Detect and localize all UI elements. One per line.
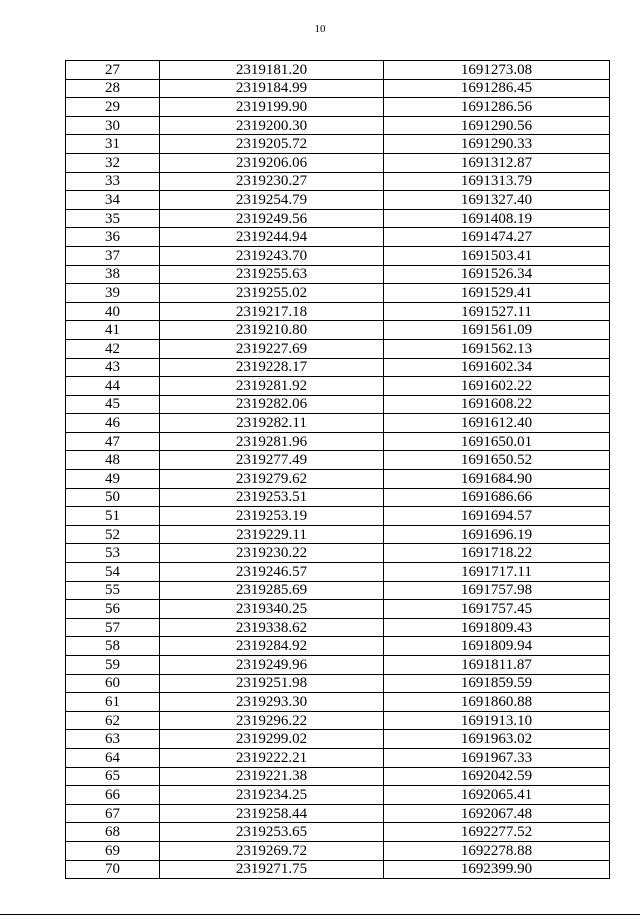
y-coordinate-cell: 1691612.40 bbox=[384, 414, 610, 433]
coordinates-table bbox=[65, 60, 610, 879]
x-coordinate-cell: 2319227.69 bbox=[160, 339, 384, 358]
y-coordinate-cell: 1691602.34 bbox=[384, 358, 610, 377]
point-number-cell: 61 bbox=[66, 693, 160, 712]
table-row bbox=[66, 674, 610, 693]
x-coordinate-cell: 2319249.56 bbox=[160, 209, 384, 228]
point-number-cell: 44 bbox=[66, 377, 160, 396]
table-row bbox=[66, 544, 610, 563]
page-bottom-edge bbox=[0, 914, 640, 915]
y-coordinate-cell: 1691963.02 bbox=[384, 730, 610, 749]
y-coordinate-cell: 1691527.11 bbox=[384, 302, 610, 321]
point-number-cell: 43 bbox=[66, 358, 160, 377]
table-row bbox=[66, 172, 610, 191]
point-number-cell: 35 bbox=[66, 209, 160, 228]
table-row bbox=[66, 563, 610, 582]
x-coordinate-cell: 2319222.21 bbox=[160, 748, 384, 767]
x-coordinate-cell: 2319229.11 bbox=[160, 525, 384, 544]
point-number-cell: 50 bbox=[66, 488, 160, 507]
x-coordinate-cell: 2319200.30 bbox=[160, 116, 384, 135]
x-coordinate-cell: 2319246.57 bbox=[160, 563, 384, 582]
table-row bbox=[66, 153, 610, 172]
table-row bbox=[66, 581, 610, 600]
page-number: 10 bbox=[314, 23, 326, 35]
x-coordinate-cell: 2319279.62 bbox=[160, 470, 384, 489]
table-row bbox=[66, 414, 610, 433]
table-row bbox=[66, 730, 610, 749]
y-coordinate-cell: 1691408.19 bbox=[384, 209, 610, 228]
coordinates-table-body bbox=[66, 61, 610, 879]
x-coordinate-cell: 2319255.63 bbox=[160, 265, 384, 284]
y-coordinate-cell: 1691602.22 bbox=[384, 377, 610, 396]
x-coordinate-cell: 2319284.92 bbox=[160, 637, 384, 656]
y-coordinate-cell: 1691526.34 bbox=[384, 265, 610, 284]
x-coordinate-cell: 2319251.98 bbox=[160, 674, 384, 693]
table-row bbox=[66, 786, 610, 805]
y-coordinate-cell: 1691811.87 bbox=[384, 656, 610, 675]
x-coordinate-cell: 2319244.94 bbox=[160, 228, 384, 247]
x-coordinate-cell: 2319254.79 bbox=[160, 191, 384, 210]
table-row bbox=[66, 116, 610, 135]
point-number-cell: 52 bbox=[66, 525, 160, 544]
y-coordinate-cell: 1692399.90 bbox=[384, 860, 610, 879]
x-coordinate-cell: 2319281.92 bbox=[160, 377, 384, 396]
y-coordinate-cell: 1691718.22 bbox=[384, 544, 610, 563]
y-coordinate-cell: 1691286.56 bbox=[384, 98, 610, 117]
y-coordinate-cell: 1691717.11 bbox=[384, 563, 610, 582]
point-number-cell: 59 bbox=[66, 656, 160, 675]
point-number-cell: 47 bbox=[66, 432, 160, 451]
y-coordinate-cell: 1691757.45 bbox=[384, 600, 610, 619]
point-number-cell: 62 bbox=[66, 711, 160, 730]
x-coordinate-cell: 2319230.22 bbox=[160, 544, 384, 563]
point-number-cell: 54 bbox=[66, 563, 160, 582]
point-number-cell: 58 bbox=[66, 637, 160, 656]
table-row bbox=[66, 451, 610, 470]
point-number-cell: 31 bbox=[66, 135, 160, 154]
table-row bbox=[66, 321, 610, 340]
x-coordinate-cell: 2319181.20 bbox=[160, 61, 384, 80]
x-coordinate-cell: 2319230.27 bbox=[160, 172, 384, 191]
y-coordinate-cell: 1691913.10 bbox=[384, 711, 610, 730]
x-coordinate-cell: 2319253.65 bbox=[160, 823, 384, 842]
x-coordinate-cell: 2319281.96 bbox=[160, 432, 384, 451]
table-row bbox=[66, 804, 610, 823]
table-row bbox=[66, 618, 610, 637]
point-number-cell: 42 bbox=[66, 339, 160, 358]
y-coordinate-cell: 1691273.08 bbox=[384, 61, 610, 80]
table-row bbox=[66, 525, 610, 544]
table-row bbox=[66, 507, 610, 526]
y-coordinate-cell: 1691860.88 bbox=[384, 693, 610, 712]
y-coordinate-cell: 1691696.19 bbox=[384, 525, 610, 544]
point-number-cell: 49 bbox=[66, 470, 160, 489]
y-coordinate-cell: 1692065.41 bbox=[384, 786, 610, 805]
y-coordinate-cell: 1691684.90 bbox=[384, 470, 610, 489]
x-coordinate-cell: 2319253.19 bbox=[160, 507, 384, 526]
x-coordinate-cell: 2319205.72 bbox=[160, 135, 384, 154]
point-number-cell: 66 bbox=[66, 786, 160, 805]
y-coordinate-cell: 1691809.94 bbox=[384, 637, 610, 656]
point-number-cell: 57 bbox=[66, 618, 160, 637]
x-coordinate-cell: 2319199.90 bbox=[160, 98, 384, 117]
x-coordinate-cell: 2319243.70 bbox=[160, 246, 384, 265]
x-coordinate-cell: 2319206.06 bbox=[160, 153, 384, 172]
point-number-cell: 63 bbox=[66, 730, 160, 749]
x-coordinate-cell: 2319296.22 bbox=[160, 711, 384, 730]
point-number-cell: 27 bbox=[66, 61, 160, 80]
point-number-cell: 65 bbox=[66, 767, 160, 786]
y-coordinate-cell: 1691650.01 bbox=[384, 432, 610, 451]
x-coordinate-cell: 2319221.38 bbox=[160, 767, 384, 786]
point-number-cell: 33 bbox=[66, 172, 160, 191]
point-number-cell: 67 bbox=[66, 804, 160, 823]
x-coordinate-cell: 2319269.72 bbox=[160, 841, 384, 860]
table-row bbox=[66, 191, 610, 210]
table-row bbox=[66, 209, 610, 228]
table-row bbox=[66, 135, 610, 154]
point-number-cell: 41 bbox=[66, 321, 160, 340]
table-row bbox=[66, 339, 610, 358]
point-number-cell: 56 bbox=[66, 600, 160, 619]
point-number-cell: 28 bbox=[66, 79, 160, 98]
table-row bbox=[66, 79, 610, 98]
y-coordinate-cell: 1692278.88 bbox=[384, 841, 610, 860]
x-coordinate-cell: 2319234.25 bbox=[160, 786, 384, 805]
y-coordinate-cell: 1691286.45 bbox=[384, 79, 610, 98]
y-coordinate-cell: 1692042.59 bbox=[384, 767, 610, 786]
table-row bbox=[66, 841, 610, 860]
y-coordinate-cell: 1691327.40 bbox=[384, 191, 610, 210]
x-coordinate-cell: 2319293.30 bbox=[160, 693, 384, 712]
table-row bbox=[66, 600, 610, 619]
point-number-cell: 40 bbox=[66, 302, 160, 321]
x-coordinate-cell: 2319258.44 bbox=[160, 804, 384, 823]
y-coordinate-cell: 1691290.33 bbox=[384, 135, 610, 154]
table-row bbox=[66, 228, 610, 247]
table-row bbox=[66, 284, 610, 303]
point-number-cell: 64 bbox=[66, 748, 160, 767]
y-coordinate-cell: 1691561.09 bbox=[384, 321, 610, 340]
x-coordinate-cell: 2319285.69 bbox=[160, 581, 384, 600]
y-coordinate-cell: 1691608.22 bbox=[384, 395, 610, 414]
y-coordinate-cell: 1691686.66 bbox=[384, 488, 610, 507]
x-coordinate-cell: 2319249.96 bbox=[160, 656, 384, 675]
x-coordinate-cell: 2319184.99 bbox=[160, 79, 384, 98]
table-row bbox=[66, 470, 610, 489]
x-coordinate-cell: 2319282.06 bbox=[160, 395, 384, 414]
y-coordinate-cell: 1691562.13 bbox=[384, 339, 610, 358]
point-number-cell: 55 bbox=[66, 581, 160, 600]
point-number-cell: 69 bbox=[66, 841, 160, 860]
point-number-cell: 53 bbox=[66, 544, 160, 563]
table-row bbox=[66, 302, 610, 321]
x-coordinate-cell: 2319271.75 bbox=[160, 860, 384, 879]
table-row bbox=[66, 637, 610, 656]
y-coordinate-cell: 1692277.52 bbox=[384, 823, 610, 842]
table-row bbox=[66, 246, 610, 265]
table-row bbox=[66, 767, 610, 786]
x-coordinate-cell: 2319228.17 bbox=[160, 358, 384, 377]
x-coordinate-cell: 2319253.51 bbox=[160, 488, 384, 507]
table-row bbox=[66, 61, 610, 80]
x-coordinate-cell: 2319255.02 bbox=[160, 284, 384, 303]
table-row bbox=[66, 693, 610, 712]
x-coordinate-cell: 2319338.62 bbox=[160, 618, 384, 637]
x-coordinate-cell: 2319210.80 bbox=[160, 321, 384, 340]
y-coordinate-cell: 1691312.87 bbox=[384, 153, 610, 172]
point-number-cell: 60 bbox=[66, 674, 160, 693]
table-row bbox=[66, 98, 610, 117]
x-coordinate-cell: 2319340.25 bbox=[160, 600, 384, 619]
y-coordinate-cell: 1691809.43 bbox=[384, 618, 610, 637]
y-coordinate-cell: 1691694.57 bbox=[384, 507, 610, 526]
point-number-cell: 45 bbox=[66, 395, 160, 414]
point-number-cell: 70 bbox=[66, 860, 160, 879]
table-row bbox=[66, 860, 610, 879]
table-row bbox=[66, 432, 610, 451]
x-coordinate-cell: 2319277.49 bbox=[160, 451, 384, 470]
y-coordinate-cell: 1691859.59 bbox=[384, 674, 610, 693]
y-coordinate-cell: 1691474.27 bbox=[384, 228, 610, 247]
table-row bbox=[66, 358, 610, 377]
y-coordinate-cell: 1692067.48 bbox=[384, 804, 610, 823]
x-coordinate-cell: 2319282.11 bbox=[160, 414, 384, 433]
table-row bbox=[66, 711, 610, 730]
point-number-cell: 68 bbox=[66, 823, 160, 842]
y-coordinate-cell: 1691529.41 bbox=[384, 284, 610, 303]
point-number-cell: 46 bbox=[66, 414, 160, 433]
y-coordinate-cell: 1691650.52 bbox=[384, 451, 610, 470]
point-number-cell: 39 bbox=[66, 284, 160, 303]
point-number-cell: 29 bbox=[66, 98, 160, 117]
table-row bbox=[66, 656, 610, 675]
y-coordinate-cell: 1691967.33 bbox=[384, 748, 610, 767]
point-number-cell: 32 bbox=[66, 153, 160, 172]
point-number-cell: 51 bbox=[66, 507, 160, 526]
y-coordinate-cell: 1691313.79 bbox=[384, 172, 610, 191]
point-number-cell: 48 bbox=[66, 451, 160, 470]
point-number-cell: 34 bbox=[66, 191, 160, 210]
point-number-cell: 36 bbox=[66, 228, 160, 247]
point-number-cell: 30 bbox=[66, 116, 160, 135]
y-coordinate-cell: 1691290.56 bbox=[384, 116, 610, 135]
table-row bbox=[66, 488, 610, 507]
table-row bbox=[66, 823, 610, 842]
y-coordinate-cell: 1691757.98 bbox=[384, 581, 610, 600]
table-row bbox=[66, 377, 610, 396]
point-number-cell: 37 bbox=[66, 246, 160, 265]
x-coordinate-cell: 2319299.02 bbox=[160, 730, 384, 749]
table-row bbox=[66, 748, 610, 767]
x-coordinate-cell: 2319217.18 bbox=[160, 302, 384, 321]
table-row bbox=[66, 395, 610, 414]
y-coordinate-cell: 1691503.41 bbox=[384, 246, 610, 265]
table-row bbox=[66, 265, 610, 284]
point-number-cell: 38 bbox=[66, 265, 160, 284]
